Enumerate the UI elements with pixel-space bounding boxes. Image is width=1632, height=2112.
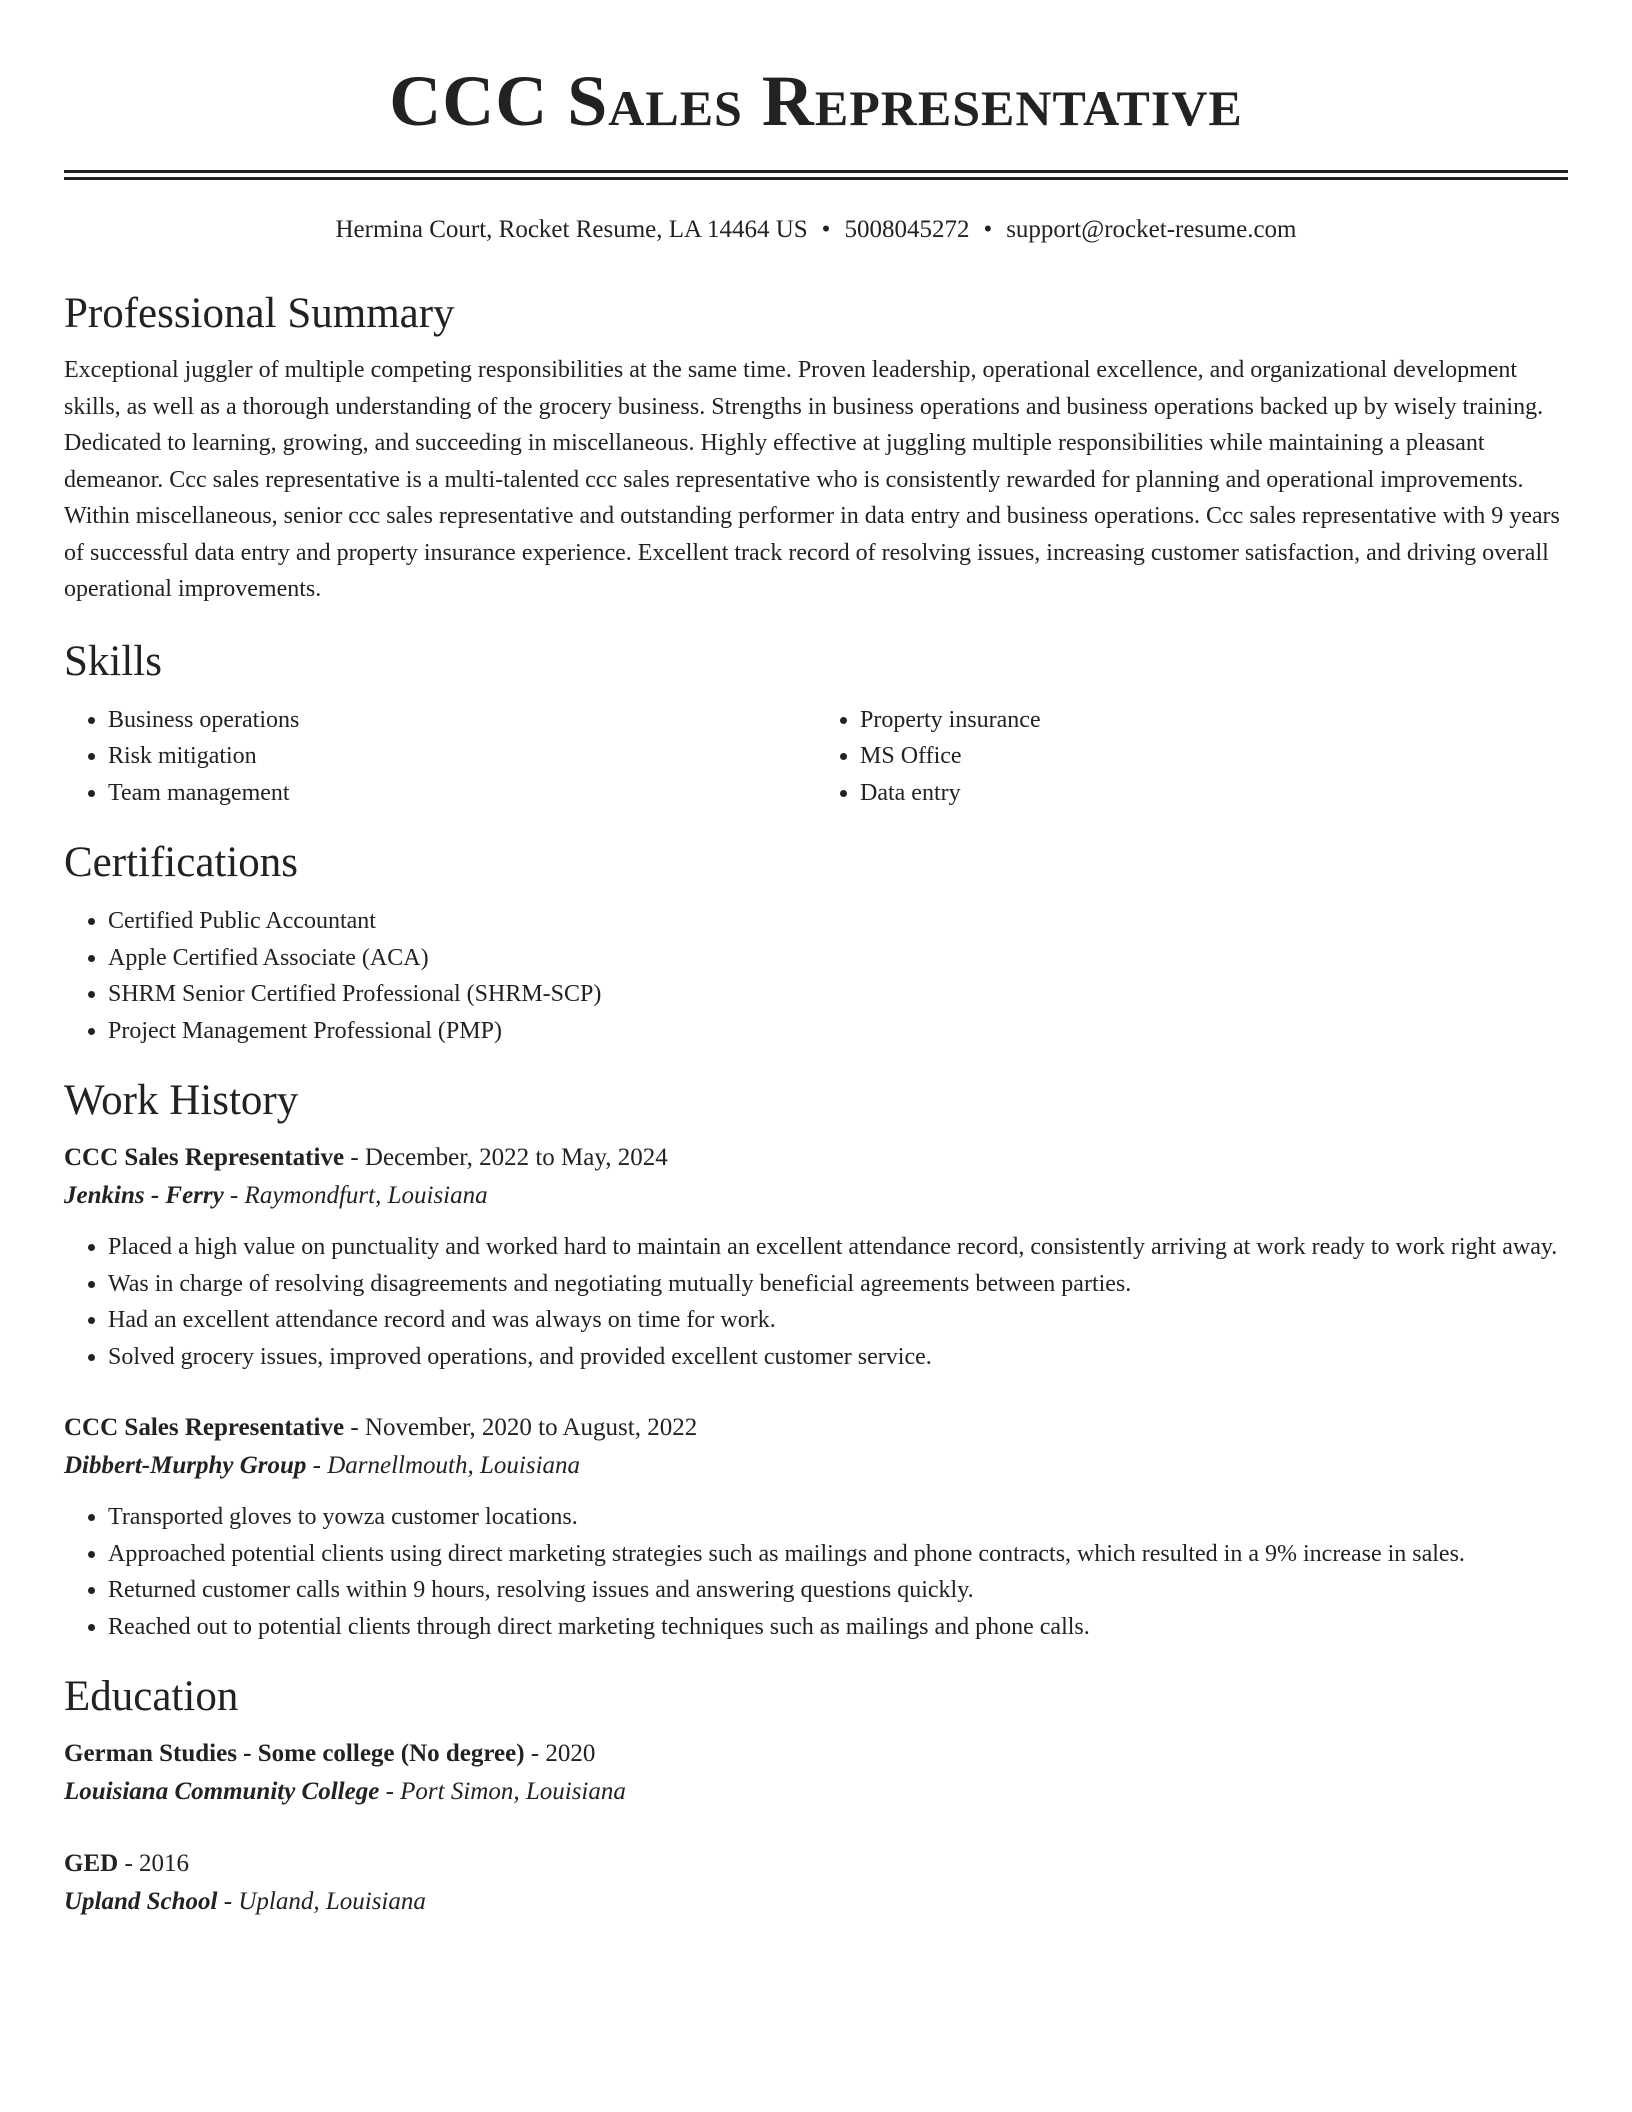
education-year: - 2020	[524, 1740, 596, 1767]
summary-text: Exceptional juggler of multiple competing responsibilities at the same time. Proven leadership, operational excellence, and organizational development skills, as well as a thorough understanding of the grocery business. Strengths in business operations and business operations backed up by wisely training. Dedicated to learning, growing, and succeeding in miscellaneous. Highly effective at juggling multiple responsibilities while maintaining a pleasant demeanor. Ccc sales representative is a multi-talented ccc sales representative who is consistently rewarded for planning and operational improvements. Within miscellaneous, senior ccc sales representative and outstanding performer in data entry and business operations. Ccc sales representative with 9 years of successful data entry and property insurance experience. Excellent track record of resolving issues, increasing customer satisfaction, and driving overall operational improvements.	[64, 357, 1560, 602]
contact-address: Hermina Court, Rocket Resume, LA 14464 US	[335, 216, 808, 243]
education-degree-line	[64, 1735, 1568, 1773]
skill-item: • Team management	[108, 775, 816, 812]
job-entry	[64, 1409, 1568, 1645]
education-location: - Port Simon, Louisiana	[379, 1778, 626, 1805]
certifications-heading: Certifications	[64, 839, 299, 886]
skill-item: • Business operations	[108, 702, 816, 739]
job-role: CCC Sales Representative	[64, 1414, 345, 1441]
job-company: Dibbert-Murphy Group	[64, 1452, 307, 1479]
certification-item: • Project Management Professional (PMP)	[108, 1013, 1568, 1050]
contact-separator: •	[983, 216, 993, 243]
contact-separator: •	[821, 216, 831, 243]
job-location: - Raymondfurt, Louisiana	[223, 1182, 488, 1209]
job-bullet: • Approached potential clients using direct marketing strategies such as mailings and phone contracts, which resulted in a 9% increase in sales.	[108, 1536, 1568, 1573]
job-bullet: • Reached out to potential clients through direct marketing techniques such as mailings and phone calls.	[108, 1609, 1568, 1646]
job-company-line	[64, 1447, 1568, 1485]
job-bullet: • Had an excellent attendance record and was always on time for work.	[108, 1302, 1568, 1339]
skill-item: • Risk mitigation	[108, 738, 816, 775]
skills-list-left	[64, 702, 816, 812]
certification-item: • Certified Public Accountant	[108, 903, 1568, 940]
education-degree: German Studies - Some college (No degree)	[64, 1740, 525, 1767]
resume-name: CCC Sales Representative	[389, 61, 1243, 141]
contact-email[interactable]: support@rocket-resume.com	[1006, 216, 1297, 243]
certification-item: • Apple Certified Associate (ACA)	[108, 940, 1568, 977]
job-role: CCC Sales Representative	[64, 1144, 345, 1171]
education-location: - Upland, Louisiana	[217, 1888, 426, 1915]
work-history-heading: Work History	[64, 1077, 299, 1124]
education-degree-line	[64, 1845, 1568, 1883]
summary-heading: Professional Summary	[64, 290, 455, 337]
job-title-line	[64, 1139, 1568, 1177]
contact-line	[64, 214, 1568, 246]
skills-list-right	[816, 702, 1568, 812]
job-bullet: • Placed a high value on punctuality and worked hard to maintain an excellent attendance record, consistently arriving at work ready to work right away.	[108, 1229, 1568, 1266]
job-bullet: • Solved grocery issues, improved operations, and provided excellent customer service.	[108, 1339, 1568, 1376]
education-school-line	[64, 1883, 1568, 1921]
job-company: Jenkins - Ferry	[64, 1182, 224, 1209]
education-degree: GED	[64, 1850, 119, 1877]
certifications-list	[64, 903, 1568, 1049]
education-school: Louisiana Community College	[64, 1778, 380, 1805]
job-company-line	[64, 1177, 1568, 1215]
skills-heading: Skills	[64, 637, 162, 685]
job-dates: - December, 2022 to May, 2024	[344, 1144, 668, 1171]
skill-item: • Data entry	[860, 775, 1568, 812]
skills-columns	[64, 702, 1568, 812]
education-school: Upland School	[64, 1888, 218, 1915]
skill-item: • Property insurance	[860, 702, 1568, 739]
job-bullets	[64, 1229, 1568, 1375]
education-year: - 2016	[118, 1850, 190, 1877]
job-dates: - November, 2020 to August, 2022	[344, 1414, 698, 1441]
education-entry	[64, 1735, 1568, 1811]
job-entry	[64, 1139, 1568, 1375]
skill-item: • MS Office	[860, 738, 1568, 775]
education-heading: Education	[64, 1673, 239, 1720]
header-double-rule	[64, 170, 1568, 180]
contact-phone[interactable]: 5008045272	[844, 216, 970, 243]
job-bullet: • Returned customer calls within 9 hours, resolving issues and answering questions quickly.	[108, 1572, 1568, 1609]
education-school-line	[64, 1773, 1568, 1811]
job-title-line	[64, 1409, 1568, 1447]
job-bullet: • Transported gloves to yowza customer locations.	[108, 1499, 1568, 1536]
job-location: - Darnellmouth, Louisiana	[306, 1452, 581, 1479]
job-bullets	[64, 1499, 1568, 1645]
certification-item: • SHRM Senior Certified Professional (SHRM-SCP)	[108, 976, 1568, 1013]
job-bullet: • Was in charge of resolving disagreements and negotiating mutually beneficial agreements between parties.	[108, 1266, 1568, 1303]
education-entry	[64, 1845, 1568, 1921]
